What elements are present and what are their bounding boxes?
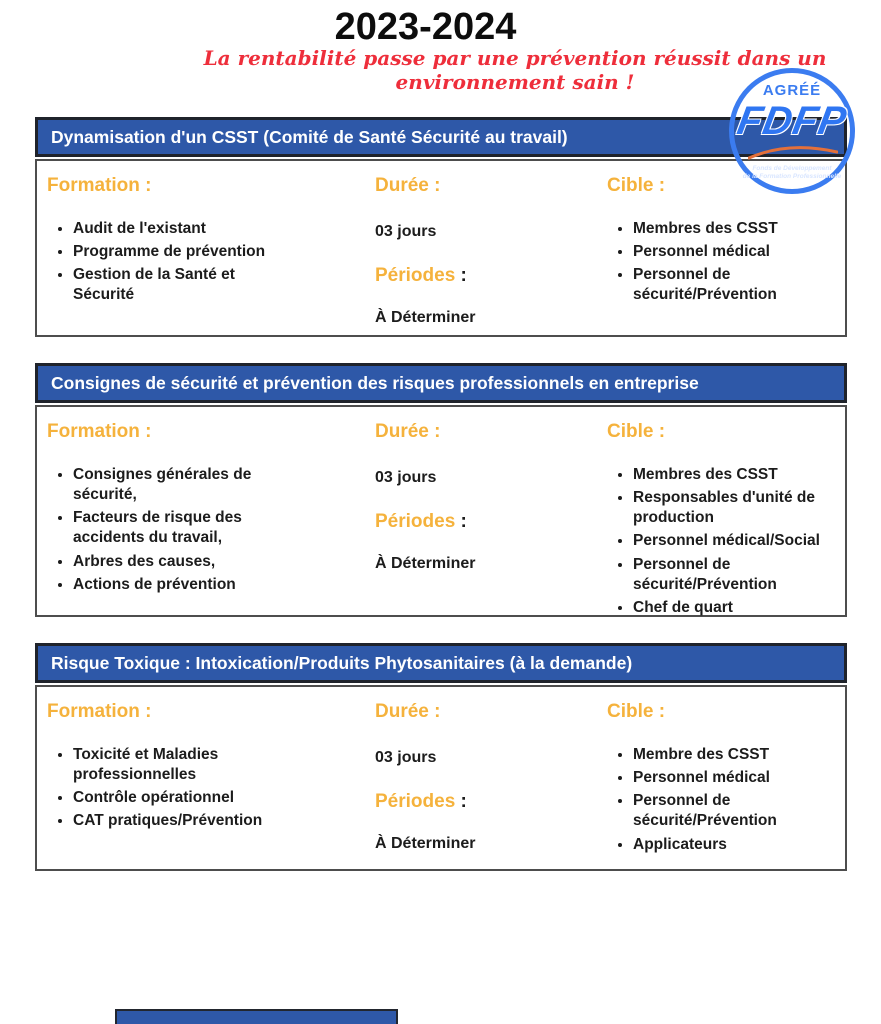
periode-value: À Déterminer bbox=[375, 835, 476, 852]
list-item: • Chef de quart bbox=[633, 598, 837, 618]
cible-column bbox=[607, 175, 837, 309]
cible-label: Cible : bbox=[607, 421, 666, 442]
section-body bbox=[35, 405, 847, 617]
list-item: • Personnel médical bbox=[633, 768, 837, 788]
stamp-caption-line1: Fonds de Développement bbox=[752, 165, 832, 172]
section-risque-toxique bbox=[35, 643, 847, 871]
list-item: • Arbres des causes, bbox=[73, 552, 287, 572]
formation-label: Formation : bbox=[47, 701, 152, 722]
section-consignes-securite bbox=[35, 363, 847, 617]
list-item: • Personnel de sécurité/Prévention bbox=[633, 791, 837, 831]
stamp-agree-label: AGRÉÉ bbox=[762, 82, 822, 99]
duree-label: Durée : bbox=[375, 701, 441, 722]
cible-list bbox=[607, 219, 837, 306]
page-subtitle: La rentabilité passe par une prévention réussit dans un environnement sain ! bbox=[203, 46, 827, 94]
formation-label: Formation : bbox=[47, 175, 152, 196]
duree-value: 03 jours bbox=[375, 749, 437, 766]
formation-column bbox=[47, 701, 287, 835]
duree-value: 03 jours bbox=[375, 223, 437, 240]
formation-column bbox=[47, 175, 287, 309]
section-body bbox=[35, 159, 847, 337]
list-item: • Toxicité et Maladies professionnelles bbox=[73, 745, 287, 785]
fdfp-logo: FDFP bbox=[733, 99, 851, 143]
duree-value: 03 jours bbox=[375, 469, 437, 486]
periodes-colon: : bbox=[460, 511, 467, 532]
page-title: 2023-2024 bbox=[334, 6, 517, 48]
formation-list bbox=[47, 465, 287, 595]
list-item: • Membres des CSST bbox=[633, 219, 837, 239]
periodes-colon: : bbox=[460, 265, 467, 286]
list-item: • CAT pratiques/Prévention bbox=[73, 811, 287, 831]
list-item: • Personnel médical bbox=[633, 242, 837, 262]
formation-column bbox=[47, 421, 287, 598]
list-item: • Facteurs de risque des accidents du travail, bbox=[73, 508, 287, 548]
list-item: • Personnel de sécurité/Prévention bbox=[633, 265, 837, 305]
list-item: • Applicateurs bbox=[633, 835, 837, 855]
section-dynamisation-csst bbox=[35, 117, 847, 337]
next-section-header-partial bbox=[115, 1009, 398, 1024]
duree-column bbox=[375, 175, 590, 327]
periodes-word: Périodes bbox=[375, 511, 456, 532]
list-item: • Consignes générales de sécurité, bbox=[73, 465, 287, 505]
section-header: Consignes de sécurité et prévention des risques professionnels en entreprise bbox=[35, 363, 847, 403]
periodes-word: Périodes bbox=[375, 791, 456, 812]
cible-label: Cible : bbox=[607, 175, 666, 196]
periodes-label bbox=[375, 511, 590, 533]
periodes-label bbox=[375, 265, 590, 287]
periodes-label bbox=[375, 791, 590, 813]
section-body bbox=[35, 685, 847, 871]
duree-label: Durée : bbox=[375, 421, 441, 442]
cible-column bbox=[607, 421, 837, 621]
duree-label: Durée : bbox=[375, 175, 441, 196]
list-item: • Personnel médical/Social bbox=[633, 531, 837, 551]
list-item: • Membres des CSST bbox=[633, 465, 837, 485]
list-item: • Gestion de la Santé et Sécurité bbox=[73, 265, 287, 305]
list-item: • Contrôle opérationnel bbox=[73, 788, 287, 808]
list-item: • Personnel de sécurité/Prévention bbox=[633, 555, 837, 595]
section-header: Risque Toxique : Intoxication/Produits Phytosanitaires (à la demande) bbox=[35, 643, 847, 683]
cible-label: Cible : bbox=[607, 701, 666, 722]
duree-column bbox=[375, 701, 590, 853]
list-item: • Actions de prévention bbox=[73, 575, 287, 595]
section-header: Dynamisation d'un CSST (Comité de Santé Sécurité au travail) bbox=[35, 117, 847, 157]
periode-value: À Déterminer bbox=[375, 309, 476, 326]
list-item: • Membre des CSST bbox=[633, 745, 837, 765]
cible-list bbox=[607, 745, 837, 855]
periode-value: À Déterminer bbox=[375, 555, 476, 572]
stamp-swoosh-icon bbox=[748, 145, 838, 161]
periodes-word: Périodes bbox=[375, 265, 456, 286]
fdfp-approval-stamp bbox=[729, 68, 855, 194]
stamp-caption-line2: de la Formation Professionnelle bbox=[742, 173, 842, 181]
formation-list bbox=[47, 219, 287, 306]
list-item: • Audit de l'existant bbox=[73, 219, 287, 239]
stamp-caption bbox=[734, 165, 850, 181]
list-item: • Responsables d'unité de production bbox=[633, 488, 837, 528]
cible-list bbox=[607, 465, 837, 618]
duree-column bbox=[375, 421, 590, 573]
cible-column bbox=[607, 701, 837, 858]
periodes-colon: : bbox=[460, 791, 467, 812]
list-item: • Programme de prévention bbox=[73, 242, 287, 262]
formation-label: Formation : bbox=[47, 421, 152, 442]
formation-list bbox=[47, 745, 287, 832]
